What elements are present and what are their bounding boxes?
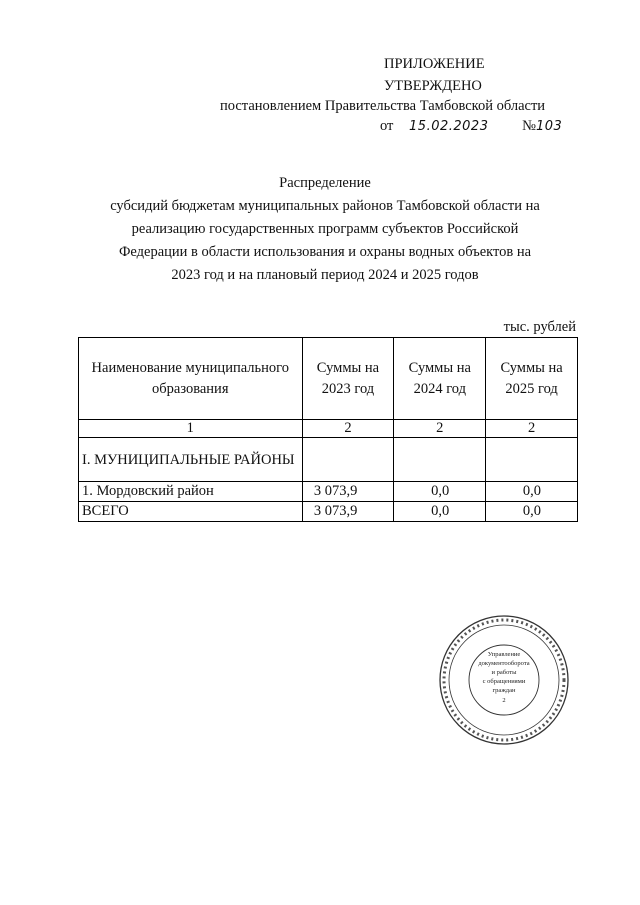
subsidy-table	[78, 337, 578, 522]
date-line	[380, 118, 562, 135]
official-stamp	[436, 612, 572, 748]
decree-text: постановлением Правительства Тамбовской области	[220, 98, 546, 114]
empty-cell	[302, 438, 394, 482]
section-cell: I. МУНИЦИПАЛЬНЫЕ РАЙОНЫ	[79, 438, 303, 482]
stamp-line: 2	[502, 697, 506, 704]
index-cell: 1	[79, 420, 303, 438]
title-line: Распределение	[279, 175, 371, 191]
stamp-line: с обращениями	[482, 678, 526, 685]
stamp-line: граждан	[492, 687, 516, 694]
index-cell: 2	[302, 420, 394, 438]
number-label: №	[522, 118, 536, 134]
units-label: тыс. рублей	[503, 319, 576, 335]
table-row	[79, 482, 578, 502]
value-2023: 3 073,9	[302, 502, 394, 522]
index-cell: 2	[486, 420, 578, 438]
title-line: 2023 год и на плановый период 2024 и 2025 годов	[171, 267, 479, 283]
row-name: ВСЕГО	[79, 502, 303, 522]
value-2024: 0,0	[394, 502, 486, 522]
value-2023: 3 073,9	[302, 482, 394, 502]
col-header-2023: Суммы на 2023 год	[302, 338, 394, 420]
value-2025: 0,0	[486, 482, 578, 502]
stamp-line: Управление	[487, 651, 521, 658]
handwritten-number: 103	[535, 119, 563, 134]
row-name: 1. Мордовский район	[79, 482, 303, 502]
table-header-row	[79, 338, 578, 420]
empty-cell	[394, 438, 486, 482]
index-row	[79, 420, 578, 438]
col-header-2025: Суммы на 2025 год	[486, 338, 578, 420]
title-line: реализацию государственных программ субъектов Российской	[131, 221, 519, 237]
title-line: субсидий бюджетам муниципальных районов Тамбовской области на	[110, 198, 540, 214]
value-2025: 0,0	[486, 502, 578, 522]
section-row	[79, 438, 578, 482]
approved-label: УТВЕРЖДЕНО	[384, 78, 482, 94]
empty-cell	[486, 438, 578, 482]
total-row	[79, 502, 578, 522]
document-title	[60, 172, 590, 287]
from-label: от	[380, 118, 394, 134]
value-2024: 0,0	[394, 482, 486, 502]
index-cell: 2	[394, 420, 486, 438]
col-header-municipality: Наименование муниципального образования	[79, 338, 303, 420]
stamp-line: документооборота	[478, 660, 530, 667]
appendix-label: ПРИЛОЖЕНИЕ	[384, 56, 485, 72]
title-line: Федерации в области использования и охраны водных объектов на	[118, 244, 532, 260]
col-header-2024: Суммы на 2024 год	[394, 338, 486, 420]
stamp-line: и работы	[491, 669, 517, 676]
handwritten-date: 15.02.2023	[409, 119, 489, 134]
